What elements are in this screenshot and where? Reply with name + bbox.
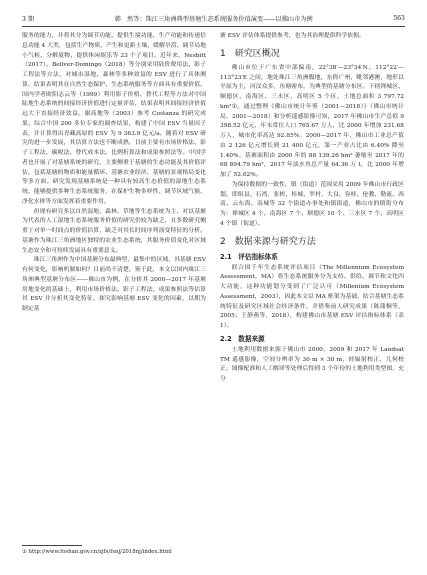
body-paragraph: 珠江三角洲作为中国基塘分布最典型、最集中的区域，其基塘 ESV 有何变化，影响机制如何？目前尚不清楚。鉴于此，本文以国内珠江三角洲典型基塘分布区——佛山市为例，在分析其 2000—2017 年基塘用地变化的基础上，利用市场价格法、影子工程法、成果参照法等估算其 ESV 并分析其变化特征，探究影响基塘 ESV 变化的因素，以期为制定基 <box>22 257 206 312</box>
issue-number: 3 期 <box>22 15 35 23</box>
footnote <box>22 545 206 555</box>
footnote-rule <box>22 545 82 546</box>
running-title: 韩 然等：珠江三角洲典型基塘生态系统服务价值演变——以佛山市为例 <box>114 15 313 23</box>
body-paragraph: 塘 ESV 评估体系提供参考，也为其治理提供科学依据。 <box>220 33 365 39</box>
body-paragraph: 联合国千年生态系统评估项目（The Millennium Ecosystem Assessment，MA）将生态系统服务分为支持、供给、调节和文化四大功能，这种功能划分受到了广泛认可（Millenium Ecosystem Assessment，2003），因此本文以 MA 框架为基础，结合基塘生态系统特征及研究区域社会经济条件，并借鉴前人研究成果（陈蒲桐等，2005；王静燕等，2018），构建佛山市基塘 ESV 评估指标体系（表 1）。 <box>220 264 404 329</box>
section-heading: 2 数据来源与研究方法 <box>220 236 316 247</box>
subsection-heading: 2.2 数据来源 <box>220 334 265 343</box>
running-header <box>22 12 405 24</box>
left-column <box>22 32 206 315</box>
body-paragraph: 土地利用数据来源于佛山市 2000、2009 和 2017 年 Landsat TM 遥感影像，空间分辨率为 30 m × 30 m，经辐射校正、几何校正、图像配准和人工解译等处理后得到 3 个年份的土地利用类型图，充分 <box>220 346 404 382</box>
section-heading: 1 研究区概况 <box>220 48 280 59</box>
body-paragraph: 佛山市位于广东省中部偏南，22°38′—23°34′N、112°22′—113°23′E 之间，地处珠江三角洲腹地，东倚广州，毗邻港澳，地形以平原为主，河汊众多，鱼塘密布，为典型的基塘分布区。下辖禅城区、顺德区、南海区、三水区、高明区 5 个区，土地总面积 3 797.72 km²①。通过整理《佛山市统计年鉴（2001—2018）》（佛山市统计局，2001—2018）和分析遥感影像可知，2017 年佛山市生产总值 9 398.52 亿元，年末常住人口 765.67 万人，比 2000 年增加 231.68 万人，城市化率高达 92.85%。2000—2017 年，佛山市工业总产值由 2 126 亿元增长到 21 400 亿元，第一产业占比由 6.40% 降至 1.40%。基塘面积由 2000 年的 88 139.26 hm² 萎缩至 2017 年的 68 894.79 hm²，2017 年淡水鱼总产量 64.36 万 t，比 2000 年增加了 52.62%。 <box>220 64 404 178</box>
body-paragraph: 为保持数据的一致性，镇（街道）范围采用 2009 年佛山市行政区划，即组县、石湾、张槎、桂城、罗村、大良、容桂、伦教、勒流、西南、云东海、南城等 32 个街道办事处和镇街道，佛山市的镇街分布为：禅城区 4 个、南海区 7 个、顺德区 10 个、三水区 7 个、高明区 4 个镇（街道）。 <box>220 181 404 227</box>
body-paragraph: 但现有研究多以自然湿地、森林、草地等生态系统为主，对以基塘为代表的人工湿地生态系统服务价值的研究仍较为缺乏，且多数研究侧重于对单一时间点的价值估算，缺乏对其长时间序列演变特征的分析。基塘作为珠江三角洲地区独特的农业生态系统，其服务价值变化对区域生态安全和可持续发展具有重要意义。 <box>22 208 206 254</box>
subsection-heading: 2.1 评估指标体系 <box>220 252 278 261</box>
footnote-text: ① http://www.foshan.gov.cn/zjfs/fsnj/2018nj/index.html <box>22 549 172 555</box>
header-rule <box>22 26 405 27</box>
right-column <box>220 32 404 385</box>
page-number: 563 <box>393 14 405 22</box>
body-paragraph: 服务的能力，并将其分为调节功能、提供生境功能、生产功能和传递信息功能 4 大类，包括生产物质、产生和更新土壤、缓解旱涝、调节局地小气候、分解废物、提供休闲娱乐等 23 个子项目。近年来，Nesbitt（2017）、Bellver-Domingo（2018）等分别采用陆价费用法、影子工程法等方法，对城市湿地、森林等多种效益的 ESV 进行了具体测算，结果表明其在自然生态保护、生态系统服务等方面具有重要价值。国内学者欧阳志云等（1999）利用影子价格、替代工程等方法对中国陆地生态系统的间接经济价值进行定量评估，结果表明其间接经济价值远大于直接经济效益。谢高地等（2003）参考 Costanza 的研究成果，综合中国 200 多位专家的调查结果，构建了中国 ESV 当量因子表，并计算得出青藏高原的 ESV 为 9 363.9 亿元/a。随着对 ESV 研究的进一步发展，其估算方法也不断成熟，目前主要有市场价格法、影子工程法、碳税法、替代成本法、比例折算法和成果参照法等。中国学者也开展了对基塘系统的研究，主要侧重于基塘的生态功能及其价值评估，包括基塘的物质和能量循环、基塘农业经济、基塘的景观格局变化等多方面。研究发现基塘系统是一种具有较高生态价值的湿地生态系统，能够提供多种生态系统服务，在保护生物多样性、调节区域气候、净化水体等方面发挥着重要作用。 <box>22 33 206 205</box>
